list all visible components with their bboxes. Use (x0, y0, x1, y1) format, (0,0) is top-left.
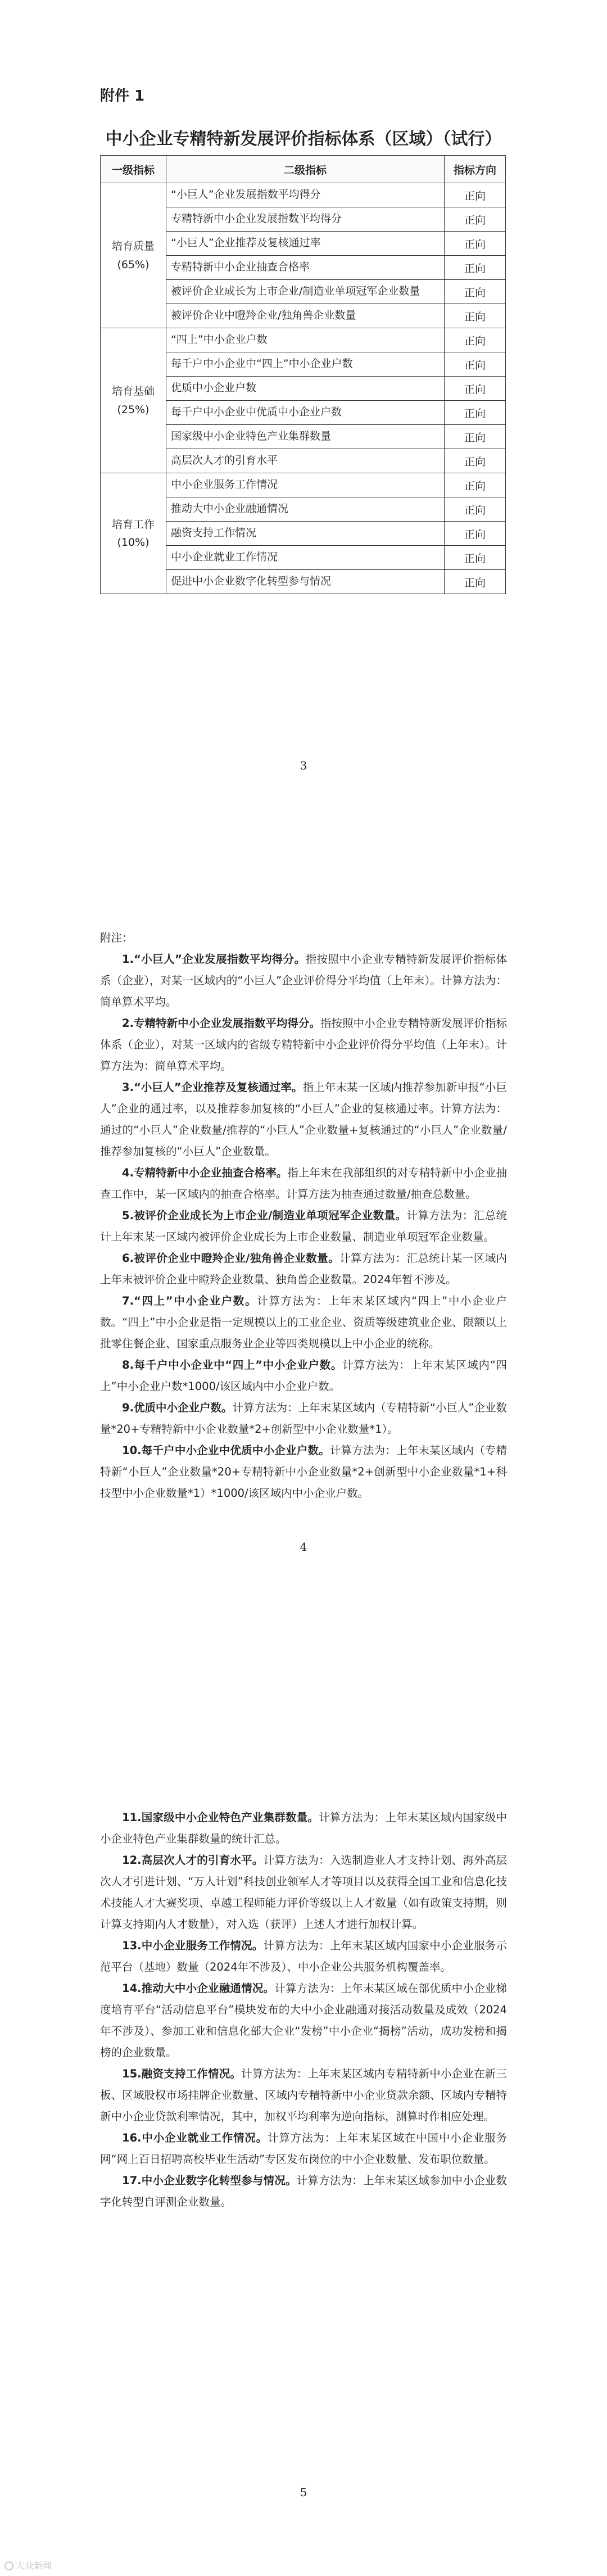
direction-cell: 正向 (445, 473, 506, 497)
indicator-cell: “小巨人”企业推荐及复核通过率 (166, 232, 445, 256)
note-item (100, 1978, 507, 2063)
note-body: 计算方法为：上年末某区域内国家级中小企业特色产业集群数量的统计汇总。 (100, 1811, 507, 1845)
notes-block-2 (100, 1807, 507, 2213)
note-item (100, 1440, 507, 1504)
note-body: 计算方法为：汇总统计上年末某一区域内被评价企业成长为上市企业数量、制造业单项冠军企业数量。 (100, 1209, 507, 1243)
direction-cell: 正向 (445, 207, 506, 232)
page-1 (0, 0, 607, 854)
note-item (100, 1248, 507, 1291)
note-body: 指上年末某一区域内推荐参加新申报“小巨人”企业的通过率，以及推荐参加复核的“小巨人”企业的复核通过率。计算方法为：通过的“小巨人”企业数量/推荐的“小巨人”企业数量+复核通过的“小巨人”企业数量/推荐参加复核的“小巨人”企业数量。 (100, 1081, 507, 1158)
page-number: 4 (300, 1540, 307, 1554)
note-body: 计算方法为：上年末某区域内国家中小企业服务示范平台（基地）数量（2024年不涉及）、中小企业公共服务机构覆盖率。 (100, 1939, 507, 1973)
notes-block-1 (100, 927, 507, 1504)
indicator-cell: 中小企业就业工作情况 (166, 546, 445, 570)
annex-label: 附件 1 (100, 88, 145, 105)
table-row (101, 183, 506, 207)
note-item (100, 1935, 507, 1978)
category-name: 培育质量 (111, 240, 155, 253)
note-item (100, 949, 507, 1013)
direction-cell: 正向 (445, 256, 506, 280)
note-item (100, 2063, 507, 2127)
direction-cell: 正向 (445, 280, 506, 304)
note-title: 9.优质中小企业户数。 (122, 1401, 233, 1414)
indicator-cell: “小巨人”企业发展指数平均得分 (166, 183, 445, 207)
direction-cell: 正向 (445, 304, 506, 328)
table-header-row (101, 156, 506, 183)
note-title: 15.融资支持工作情况。 (122, 2067, 242, 2080)
indicator-cell: 每千户中小企业中“四上”中小企业户数 (166, 352, 445, 377)
note-body: 计算方法为：上年末某区域内（专精特新“小巨人”企业数量*20+专精特新中小企业数量*2+创新型中小企业数量*1）。 (100, 1401, 507, 1436)
header-level2: 二级指标 (166, 156, 445, 183)
table-row (101, 328, 506, 352)
direction-cell: 正向 (445, 425, 506, 449)
indicator-cell: 推动大中小企业融通情况 (166, 497, 445, 522)
category-cell (101, 328, 166, 473)
category-cell (101, 473, 166, 594)
page-3 (0, 1714, 607, 2576)
note-title: 6.被评价企业中瞪羚企业/独角兽企业数量。 (122, 1252, 339, 1265)
note-item (100, 1162, 507, 1205)
document-title: 中小企业专精特新发展评价指标体系（区域）（试行） (105, 129, 502, 149)
note-title: 17.中小企业数字化转型参与情况。 (122, 2174, 297, 2187)
page-number: 5 (300, 2486, 307, 2499)
indicator-cell: “四上”中小企业户数 (166, 328, 445, 352)
watermark-logo-icon (4, 2561, 13, 2570)
category-cell (101, 183, 166, 328)
indicator-cell: 融资支持工作情况 (166, 522, 445, 546)
indicator-table (100, 155, 506, 594)
category-name: 培育基础 (111, 385, 155, 398)
direction-cell: 正向 (445, 183, 506, 207)
note-body: 计算方法为：入选制造业人才支持计划、海外高层次人才引进计划、“万人计划”科技创业领军人才等项目以及获得全国工业和信息化技术技能人才大赛奖项、卓越工程师能力评价等级以上人才数量（如有政策支持期，则计算支持期内人才数量），对入选（获评）上述人才进行加权计算。 (100, 1854, 507, 1931)
note-title: 13.中小企业服务工作情况。 (122, 1939, 264, 1952)
direction-cell: 正向 (445, 570, 506, 594)
note-title: 1.“小巨人”企业发展指数平均得分。 (122, 953, 306, 966)
note-body: 计算方法为：上年末某区域在部优质中小企业梯度培育平台“活动信息平台”模块发布的大中小企业融通对接活动数量及成效（2024年不涉及）、参加工业和信息化部大企业“发榜”中小企业“揭榜”活动，成功发榜和揭榜的企业数量。 (100, 1982, 507, 2059)
indicator-cell: 国家级中小企业特色产业集群数量 (166, 425, 445, 449)
category-weight: (25%) (117, 403, 150, 416)
note-title: 3.“小巨人”企业推荐及复核通过率。 (122, 1081, 303, 1094)
notes-heading: 附注： (100, 931, 133, 944)
indicator-cell: 高层次人才的引育水平 (166, 449, 445, 473)
indicator-cell: 优质中小企业户数 (166, 377, 445, 401)
note-title: 12.高层次人才的引育水平。 (122, 1854, 264, 1867)
note-item (100, 1397, 507, 1440)
indicator-cell: 被评价企业成长为上市企业/制造业单项冠军企业数量 (166, 280, 445, 304)
watermark (4, 2559, 52, 2572)
direction-cell: 正向 (445, 328, 506, 352)
note-body: 计算方法为：上年末某区域内（专精特新“小巨人”企业数量*20+专精特新中小企业数量*2+创新型中小企业数量*1+科技型中小企业数量*1）*1000/该区域内中小企业户数。 (100, 1444, 507, 1500)
note-body: 计算方法为：汇总统计某一区域内上年末被评价企业中瞪羚企业数量、独角兽企业数量。2024年暂不涉及。 (100, 1252, 507, 1286)
direction-cell: 正向 (445, 449, 506, 473)
watermark-text: 大众新闻 (16, 2560, 52, 2571)
note-title: 2.专精特新中小企业发展指数平均得分。 (122, 1017, 321, 1030)
direction-cell: 正向 (445, 377, 506, 401)
note-body: 指按照中小企业专精特新发展评价指标体系（企业），对某一区域内的“小巨人”企业评价得分平均值（上年末）。计算方法为：简单算术平均。 (100, 953, 507, 1008)
indicator-cell: 被评价企业中瞪羚企业/独角兽企业数量 (166, 304, 445, 328)
note-body: 计算方法为：上年末某区域内专精特新中小企业在新三板、区域股权市场挂牌企业数量、区域内专精特新中小企业贷款余额、区域内专精特新中小企业贷款利率情况，其中，加权平均利率为逆向指标，测算时作相应处理。 (100, 2067, 507, 2123)
direction-cell: 正向 (445, 352, 506, 377)
note-item (100, 1850, 507, 1935)
direction-cell: 正向 (445, 546, 506, 570)
note-item (100, 2170, 507, 2213)
note-item (100, 1077, 507, 1162)
indicator-cell: 专精特新中小企业抽查合格率 (166, 256, 445, 280)
header-direction: 指标方向 (445, 156, 506, 183)
header-level1: 一级指标 (101, 156, 166, 183)
note-item (100, 1807, 507, 1850)
note-item (100, 1205, 507, 1248)
note-body: 指上年末在我部组织的对专精特新中小企业抽查工作中，某一区域内的抽查合格率。计算方法为抽查通过数量/抽查总数量。 (100, 1166, 507, 1201)
note-title: 7.“四上”中小企业户数。 (122, 1294, 257, 1307)
indicator-cell: 中小企业服务工作情况 (166, 473, 445, 497)
page-number: 3 (300, 759, 307, 772)
note-body: 计算方法为：上年末某区域内“四上”中小企业户数*1000/该区域内中小企业户数。 (100, 1359, 508, 1393)
category-weight: (65%) (117, 258, 150, 271)
indicator-cell: 促进中小企业数字化转型参与情况 (166, 570, 445, 594)
note-title: 4.专精特新中小企业抽查合格率。 (122, 1166, 288, 1179)
note-title: 11.国家级中小企业特色产业集群数量。 (122, 1811, 319, 1824)
note-title: 8.每千户中小企业中“四上”中小企业户数。 (122, 1359, 343, 1371)
indicator-cell: 每千户中小企业中优质中小企业户数 (166, 401, 445, 425)
note-body: 指按照中小企业专精特新发展评价指标体系（企业），对某一区域内的省级专精特新中小企业评价得分平均值（上年末）。计算方法为：简单算术平均。 (100, 1017, 507, 1072)
table-row (101, 473, 506, 497)
note-item (100, 1355, 507, 1397)
category-name: 培育工作 (111, 518, 155, 531)
direction-cell: 正向 (445, 497, 506, 522)
note-body: 计算方法为：上年末某区域参加中小企业数字化转型自评测企业数量。 (100, 2174, 507, 2208)
note-title: 5.被评价企业成长为上市企业/制造业单项冠军企业数量。 (122, 1209, 407, 1222)
note-body: 计算方法为：上年末某区域在中国中小企业服务网“网上百日招聘高校毕业生活动”专区发布岗位的中小企业数量、发布职位数量。 (100, 2131, 507, 2166)
note-item (100, 1291, 507, 1355)
note-item (100, 1013, 507, 1077)
page-2 (0, 854, 607, 1714)
note-title: 16.中小企业就业工作情况。 (122, 2131, 268, 2144)
indicator-cell: 专精特新中小企业发展指数平均得分 (166, 207, 445, 232)
category-weight: (10%) (117, 536, 150, 549)
note-title: 10.每千户中小企业中优质中小企业户数。 (122, 1444, 330, 1457)
direction-cell: 正向 (445, 232, 506, 256)
direction-cell: 正向 (445, 522, 506, 546)
note-body: 计算方法为：上年末某区域内“四上”中小企业户数。“四上”中小企业是指一定规模以上的工业企业、资质等级建筑业企业、限额以上批零住餐企业、国家重点服务业企业等四类规模以上中小企业的统称。 (100, 1294, 507, 1350)
note-title: 14.推动大中小企业融通情况。 (122, 1982, 275, 1995)
note-item (100, 2127, 507, 2170)
direction-cell: 正向 (445, 401, 506, 425)
